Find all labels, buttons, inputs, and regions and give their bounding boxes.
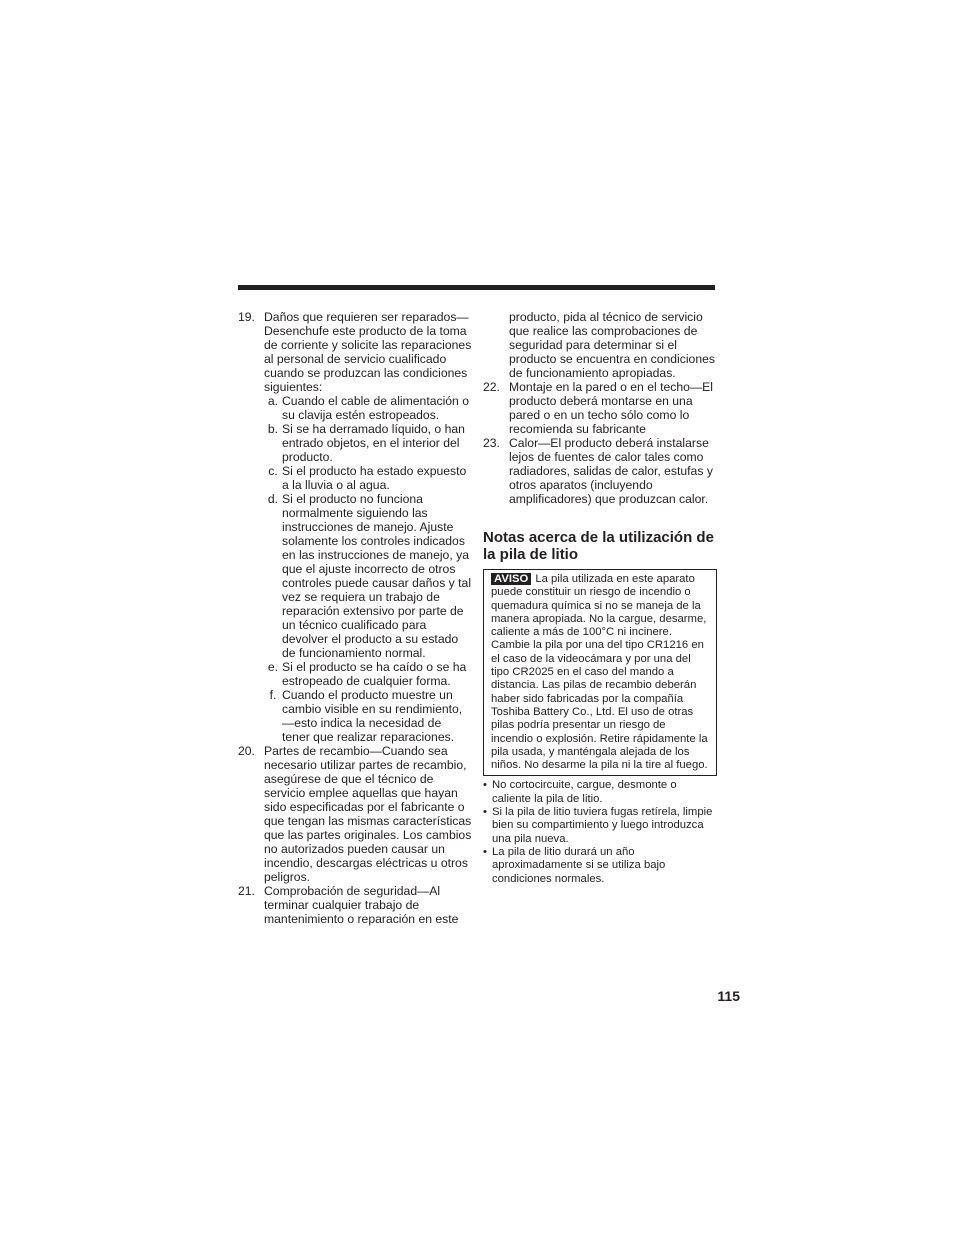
sub-item-f [264, 688, 472, 744]
bullet-text: No cortocircuite, cargue, desmonte o caliente la pila de litio. [492, 779, 677, 805]
sub-text: Cuando el cable de alimentación o su clavija estén estropeados. [282, 394, 470, 422]
top-rule [238, 285, 715, 290]
bullet-icon: • [483, 779, 487, 792]
sub-letter: f. [269, 688, 277, 702]
bullet-text: La pila de litio durará un año aproximadamente si se utiliza bajo condiciones normales. [492, 845, 666, 885]
bullet-icon: • [483, 806, 487, 819]
list-item [483, 779, 717, 806]
sub-letter: e. [267, 660, 279, 674]
sub-item-a [264, 394, 472, 422]
sub-letter: b. [267, 422, 279, 436]
list-item [483, 806, 717, 846]
list-item [483, 846, 717, 886]
list-item-21-continued: producto, pida al técnico de servicio que realice las comprobaciones de seguridad para determinar si el producto se encuentra en condiciones de funcionamiento apropiadas. [509, 310, 715, 380]
list-item-23 [483, 436, 717, 506]
sub-letter: d. [267, 492, 279, 506]
sub-item-b [264, 422, 472, 464]
right-column [483, 310, 717, 886]
sub-text: Cuando el producto muestre un cambio visible en su rendimiento,—esto indica la necesidad de tener que realizar reparaciones. [282, 688, 463, 744]
warning-badge: AVISO [491, 573, 531, 585]
item-number: 20. [238, 744, 255, 758]
sub-text: Si el producto se ha caído o se ha estropeado de cualquier forma. [282, 660, 467, 688]
section-heading: Notas acerca de la utilización de la pila de litio [483, 529, 714, 563]
item-number: 22. [483, 380, 500, 394]
list-item-21 [238, 884, 472, 926]
sub-item-d [264, 492, 472, 660]
item-text: Montaje en la pared o en el techo—El producto deberá montarse en una pared o en un techo sólo como lo recomienda su fabricante [509, 380, 713, 436]
sub-item-e [264, 660, 472, 688]
left-column [238, 310, 472, 926]
sub-item-c [264, 464, 472, 492]
item-text: Comprobación de seguridad—Al terminar cualquier trabajo de mantenimiento o reparación en este [264, 884, 459, 926]
page-number: 115 [717, 988, 740, 1004]
list-item-19 [238, 310, 472, 394]
sub-letter: c. [268, 464, 278, 478]
item-number: 23. [483, 436, 500, 450]
sub-text: Si se ha derramado líquido, o han entrado objetos, en el interior del producto. [282, 422, 465, 464]
bullet-text: Si la pila de litio tuviera fugas retírela, limpie bien su compartimiento y luego introduzca una pila nueva. [492, 806, 713, 845]
sub-text: Si el producto no funciona normalmente siguiendo las instrucciones de manejo. Ajuste solamente los controles indicados en las instrucciones de manejo, ya que el ajuste incorrecto de otros controles puede causar daños y tal vez se requiera un trabajo de reparación extensivo por parte de un técnico cualificado para devolver el producto a su estado de funcionamiento normal. [282, 492, 472, 660]
item-text: Calor—El producto deberá instalarse lejos de fuentes de calor tales como radiadores, salidas de calor, estufas y otros aparatos (incluyendo amplificadores) que produzcan calor. [509, 436, 713, 506]
item-text: Daños que requieren ser reparados—Desenchufe este producto de la toma de corriente y solicite las reparaciones al personal de servicio cualificado cuando se produzcan las condiciones siguientes: [264, 310, 472, 394]
bullet-list [483, 779, 717, 885]
sub-text: Si el producto ha estado expuesto a la lluvia o al agua. [282, 464, 467, 492]
list-item-22 [483, 380, 717, 436]
sub-letter: a. [267, 394, 279, 408]
warning-text: La pila utilizada en este aparato puede constituir un riesgo de incendio o quemadura química si no se maneja de la manera apropiada. No la cargue, desarme, caliente a más de 100°C ni incinere. Cambie la pila por una del tipo CR1216 en el caso de la videocámara y por una del tipo CR2025 en el caso del mando a distancia. Las pilas de recambio deberán haber sido fabricadas por la compañía Toshiba Battery Co., Ltd. El uso de otras pilas podría presentar un riesgo de incendio o explosión. Retire rápidamente la pila usada, y manténgala alejada de los niños. No desarme la pila ni la tire al fuego. [491, 573, 708, 772]
item-text: Partes de recambio—Cuando sea necesario utilizar partes de recambio, asegúrese de que el técnico de servicio emplee aquellas que hayan sido especificadas por el fabricante o que tengan las mismas características que las partes originales. Los cambios no autorizados pueden causar un incendio, descargas eléctricas u otros peligros. [264, 744, 472, 884]
item-number: 19. [238, 310, 255, 324]
item-number: 21. [238, 884, 255, 898]
bullet-icon: • [483, 845, 487, 858]
sub-list-19 [264, 394, 472, 744]
list-item-20 [238, 744, 472, 884]
warning-box [483, 569, 717, 776]
